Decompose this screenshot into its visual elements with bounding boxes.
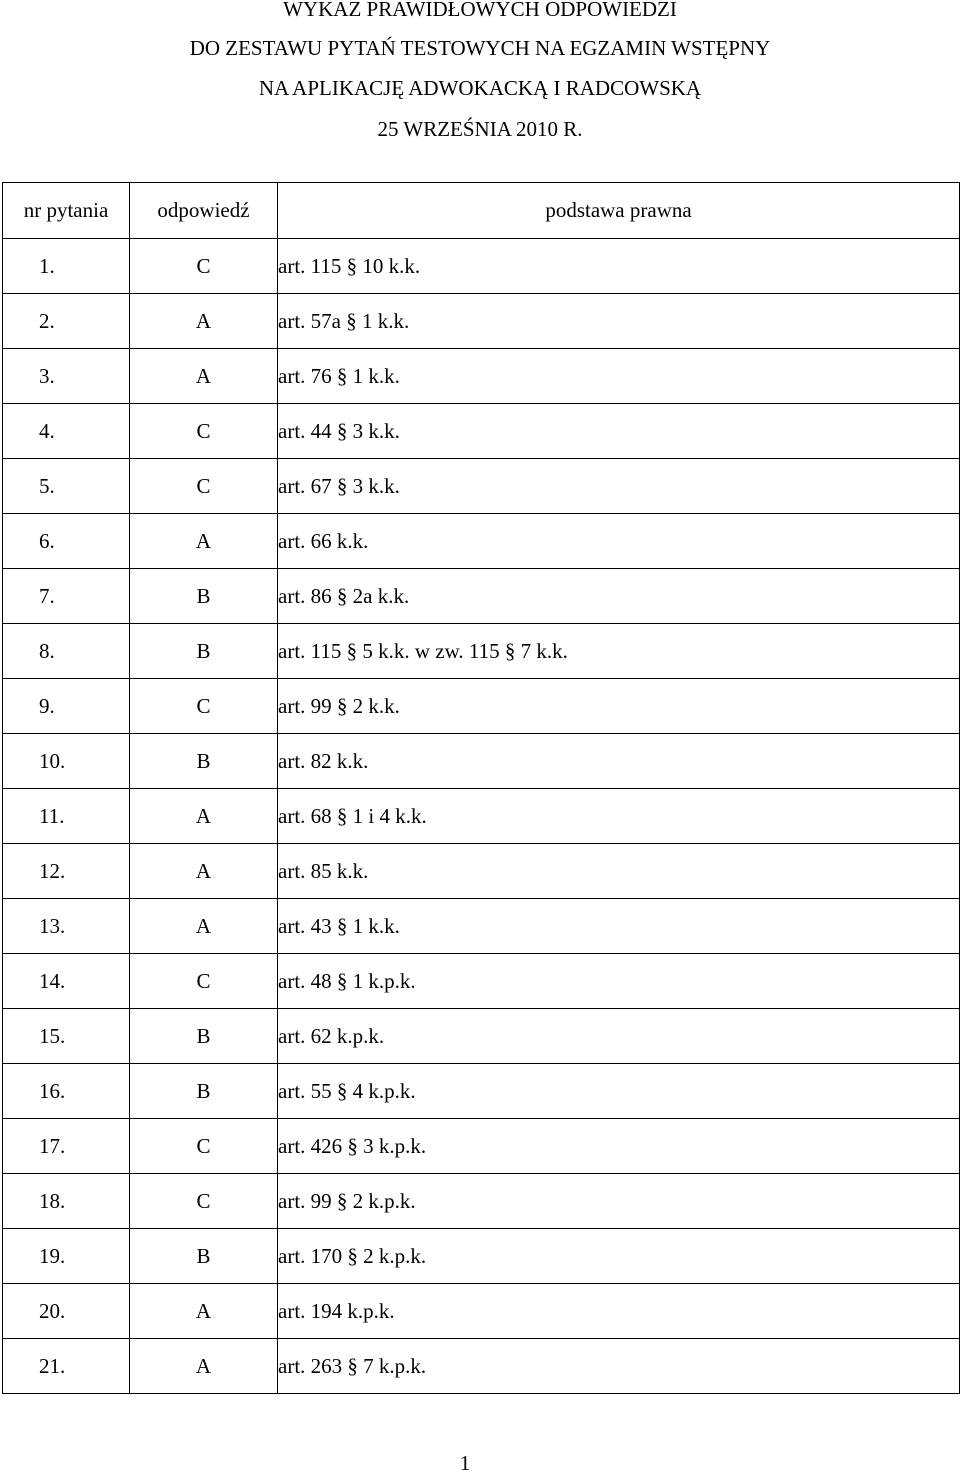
table-row	[3, 624, 960, 679]
legal-basis-cell: art. 99 § 2 k.p.k.	[278, 1174, 960, 1229]
answer-cell: B	[130, 624, 278, 679]
question-number: 20.	[39, 1298, 66, 1323]
table-row	[3, 899, 960, 954]
table-row	[3, 1009, 960, 1064]
question-number: 10.	[39, 748, 66, 773]
table-row	[3, 954, 960, 1009]
table-row	[3, 679, 960, 734]
table-row	[3, 239, 960, 294]
answer-cell: A	[130, 789, 278, 844]
question-number: 7.	[39, 583, 55, 608]
legal-basis-cell: art. 99 § 2 k.k.	[278, 679, 960, 734]
question-number-cell	[3, 459, 130, 514]
question-number-cell	[3, 1009, 130, 1064]
question-number-cell	[3, 349, 130, 404]
legal-basis-cell: art. 68 § 1 i 4 k.k.	[278, 789, 960, 844]
legal-basis-cell: art. 67 § 3 k.k.	[278, 459, 960, 514]
answer-cell: A	[130, 844, 278, 899]
table-row	[3, 459, 960, 514]
answer-cell: A	[130, 294, 278, 349]
question-number-cell	[3, 679, 130, 734]
answer-cell: B	[130, 1229, 278, 1284]
question-number: 1.	[39, 253, 55, 278]
question-number: 16.	[39, 1078, 66, 1103]
question-number: 2.	[39, 308, 55, 333]
legal-basis-cell: art. 44 § 3 k.k.	[278, 404, 960, 459]
question-number: 15.	[39, 1023, 66, 1048]
answer-cell: C	[130, 459, 278, 514]
legal-basis-cell: art. 62 k.p.k.	[278, 1009, 960, 1064]
question-number: 17.	[39, 1133, 66, 1158]
answer-cell: A	[130, 1339, 278, 1394]
document-title-line-3: NA APLIKACJĘ ADWOKACKĄ I RADCOWSKĄ	[258, 76, 702, 100]
legal-basis-cell: art. 194 k.p.k.	[278, 1284, 960, 1339]
question-number-cell	[3, 734, 130, 789]
question-number-cell	[3, 1284, 130, 1339]
table-row	[3, 789, 960, 844]
question-number-cell	[3, 1064, 130, 1119]
table-row	[3, 734, 960, 789]
table-row	[3, 404, 960, 459]
legal-basis-cell: art. 57a § 1 k.k.	[278, 294, 960, 349]
table-row	[3, 1119, 960, 1174]
question-number-cell	[3, 1174, 130, 1229]
answer-cell: C	[130, 954, 278, 1009]
table-row	[3, 1339, 960, 1394]
answer-cell: B	[130, 734, 278, 789]
question-number-cell	[3, 569, 130, 624]
answer-cell: A	[130, 349, 278, 404]
table-row	[3, 1174, 960, 1229]
question-number: 14.	[39, 968, 66, 993]
question-number-cell	[3, 239, 130, 294]
table-row	[3, 1229, 960, 1284]
legal-basis-cell: art. 55 § 4 k.p.k.	[278, 1064, 960, 1119]
table-row	[3, 1284, 960, 1339]
question-number: 4.	[39, 418, 55, 443]
question-number: 12.	[39, 858, 66, 883]
question-number-cell	[3, 514, 130, 569]
question-number-cell	[3, 1229, 130, 1284]
legal-basis-cell: art. 170 § 2 k.p.k.	[278, 1229, 960, 1284]
answer-cell: B	[130, 1064, 278, 1119]
legal-basis-cell: art. 263 § 7 k.p.k.	[278, 1339, 960, 1394]
answer-cell: C	[130, 1174, 278, 1229]
question-number-cell	[3, 1339, 130, 1394]
question-number-cell	[3, 954, 130, 1009]
answer-cell: A	[130, 1284, 278, 1339]
question-number-cell	[3, 1119, 130, 1174]
table-row	[3, 349, 960, 404]
table-row	[3, 569, 960, 624]
question-number-cell	[3, 789, 130, 844]
answer-cell: C	[130, 239, 278, 294]
question-number-cell	[3, 294, 130, 349]
table-row	[3, 1064, 960, 1119]
question-number-cell	[3, 624, 130, 679]
answer-cell: A	[130, 514, 278, 569]
document-title-line-1: WYKAZ PRAWIDŁOWYCH ODPOWIEDZI	[283, 0, 677, 21]
legal-basis-cell: art. 43 § 1 k.k.	[278, 899, 960, 954]
answer-cell: B	[130, 1009, 278, 1064]
legal-basis-cell: art. 426 § 3 k.p.k.	[278, 1119, 960, 1174]
answer-cell: C	[130, 679, 278, 734]
table-row	[3, 514, 960, 569]
question-number: 13.	[39, 913, 66, 938]
page-number: 1	[459, 1451, 471, 1475]
question-number: 9.	[39, 693, 55, 718]
document-title-line-2: DO ZESTAWU PYTAŃ TESTOWYCH NA EGZAMIN WSTĘPNY	[189, 36, 771, 60]
header-question-number: nr pytania	[3, 183, 130, 239]
legal-basis-cell: art. 85 k.k.	[278, 844, 960, 899]
legal-basis-cell: art. 82 k.k.	[278, 734, 960, 789]
table-row	[3, 844, 960, 899]
question-number: 18.	[39, 1188, 66, 1213]
answer-cell: B	[130, 569, 278, 624]
question-number: 19.	[39, 1243, 66, 1268]
answer-cell: C	[130, 1119, 278, 1174]
answer-cell: C	[130, 404, 278, 459]
legal-basis-cell: art. 115 § 5 k.k. w zw. 115 § 7 k.k.	[278, 624, 960, 679]
legal-basis-cell: art. 66 k.k.	[278, 514, 960, 569]
table-header-row	[3, 183, 960, 239]
question-number-cell	[3, 899, 130, 954]
legal-basis-cell: art. 48 § 1 k.p.k.	[278, 954, 960, 1009]
document-date: 25 WRZEŚNIA 2010 R.	[377, 117, 583, 141]
question-number: 5.	[39, 473, 55, 498]
question-number: 11.	[39, 803, 65, 828]
question-number: 6.	[39, 528, 55, 553]
header-legal-basis: podstawa prawna	[278, 183, 960, 239]
question-number-cell	[3, 404, 130, 459]
header-answer: odpowiedź	[130, 183, 278, 239]
question-number: 21.	[39, 1353, 66, 1378]
question-number-cell	[3, 844, 130, 899]
legal-basis-cell: art. 86 § 2a k.k.	[278, 569, 960, 624]
question-number: 8.	[39, 638, 55, 663]
question-number: 3.	[39, 363, 55, 388]
table-body	[3, 239, 960, 1394]
legal-basis-cell: art. 76 § 1 k.k.	[278, 349, 960, 404]
table-row	[3, 294, 960, 349]
legal-basis-cell: art. 115 § 10 k.k.	[278, 239, 960, 294]
answers-table	[2, 182, 960, 1394]
answer-cell: A	[130, 899, 278, 954]
